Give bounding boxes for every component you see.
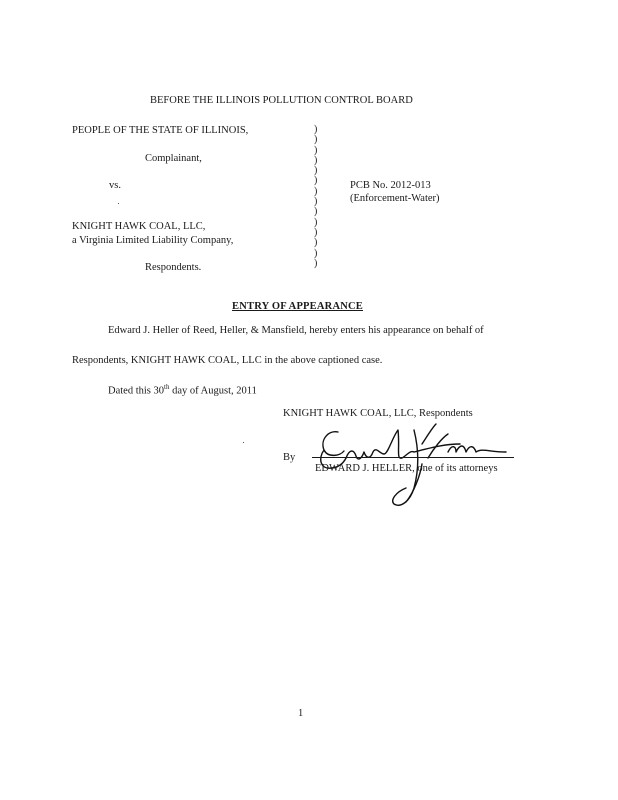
appearance-paragraph-line2: Respondents, KNIGHT HAWK COAL, LLC in the above captioned case. (72, 355, 383, 366)
defendant-name: KNIGHT HAWK COAL, LLC, (72, 221, 206, 232)
paren: ) (314, 124, 318, 135)
paren: ) (314, 185, 318, 197)
paren: ) (314, 257, 318, 269)
signer-caption: EDWARD J. HELLER, one of its attorneys (315, 463, 498, 474)
paren: ) (314, 196, 318, 208)
versus-label: vs. (109, 180, 121, 191)
plaintiff-role: Complainant, (145, 153, 202, 164)
paren: ) (314, 247, 318, 259)
paren: ) (314, 175, 318, 187)
case-type: (Enforcement-Water) (350, 193, 440, 204)
paren: ) (314, 237, 318, 249)
paren: ) (314, 216, 318, 228)
dated-line (108, 383, 257, 397)
defendant-role: Respondents. (145, 262, 202, 273)
case-number: PCB No. 2012-013 (350, 180, 431, 191)
by-label: By (283, 452, 296, 463)
defendant-description: a Virginia Limited Liability Company, (72, 235, 234, 246)
plaintiff-name: PEOPLE OF THE STATE OF ILLINOIS, (72, 125, 249, 136)
scan-speck (243, 442, 244, 443)
signature-party: KNIGHT HAWK COAL, LLC, Respondents (283, 408, 473, 419)
caption-paren-column (314, 125, 317, 269)
dated-suffix: day of August, 2011 (169, 385, 257, 397)
paren: ) (314, 165, 318, 177)
dated-prefix: Dated this 30 (108, 385, 164, 397)
dated-ordinal: th (164, 383, 170, 391)
paren: ) (314, 226, 318, 238)
paren: ) (314, 134, 318, 146)
board-title: BEFORE THE ILLINOIS POLLUTION CONTROL BOARD (150, 95, 413, 106)
page-number: 1 (298, 708, 304, 719)
appearance-paragraph-line1: Edward J. Heller of Reed, Heller, & Mansfield, hereby enters his appearance on behalf of (108, 325, 484, 336)
paren: ) (314, 206, 318, 218)
signature-line (312, 457, 514, 458)
scan-speck (118, 203, 119, 204)
document-heading: ENTRY OF APPEARANCE (232, 301, 363, 312)
paren: ) (314, 144, 318, 156)
paren: ) (314, 154, 318, 166)
